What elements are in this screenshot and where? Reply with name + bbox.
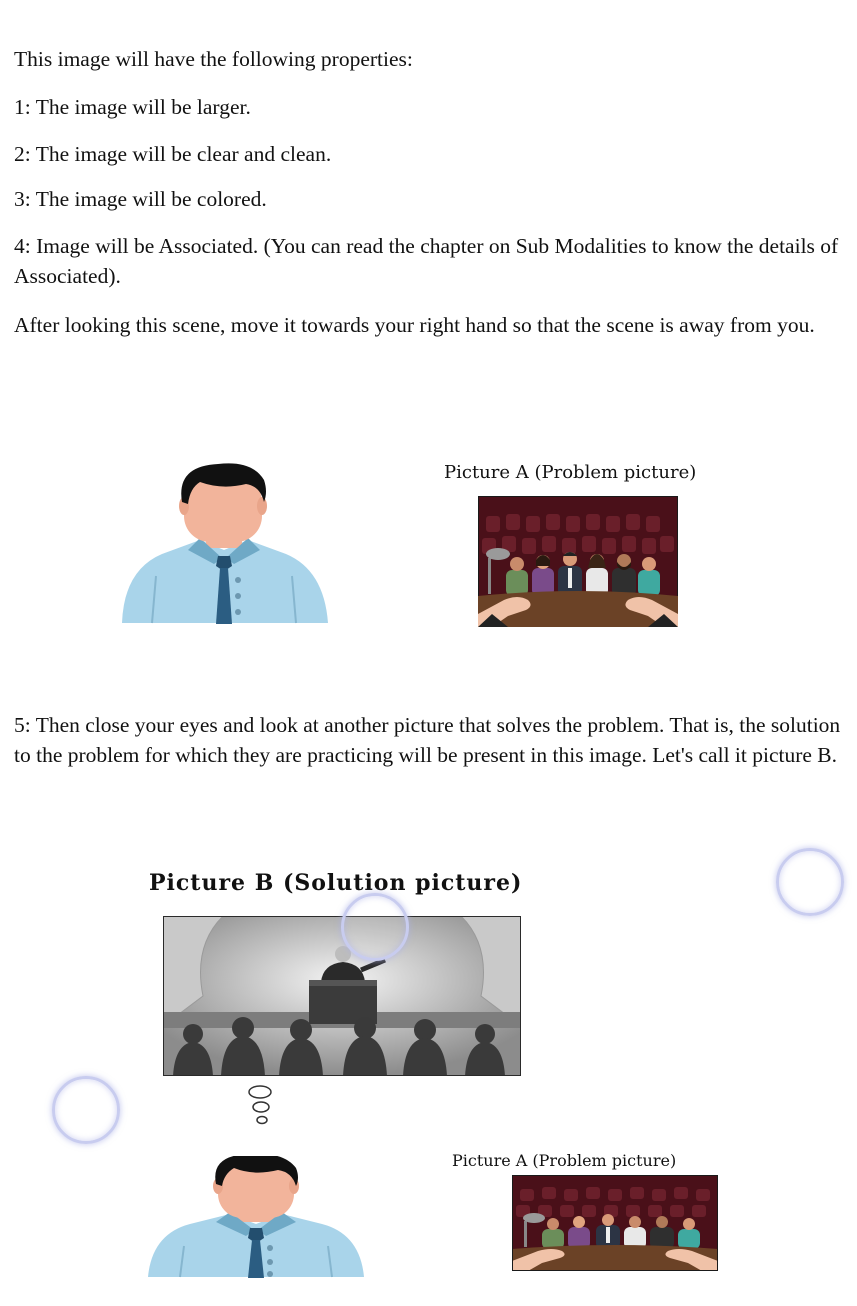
- instruction-text: After looking this scene, move it towards your right hand so that the scene is away from you.: [14, 313, 815, 337]
- picture-a-caption-2: Picture A (Problem picture): [452, 1151, 677, 1170]
- picture-a-caption: Picture A (Problem picture): [444, 462, 697, 483]
- property-4: 4: Image will be Associated. (You can read the chapter on Sub Modalities to know the details of Associated).: [14, 234, 839, 288]
- thought-bubbles: [246, 1084, 276, 1128]
- property-1: 1: The image will be larger.: [14, 95, 251, 119]
- picture-b-image: [163, 916, 521, 1076]
- picture-a-image: [478, 496, 678, 627]
- man-illustration-2: [146, 1156, 366, 1278]
- step5-text: 5: Then close your eyes and look at another picture that solves the problem. That is, the solution to the problem for which they are practicing will be present in this image. Let's call it picture B.: [14, 713, 841, 767]
- intro-text: This image will have the following properties:: [14, 47, 413, 71]
- picture-b-caption: Picture B (Solution picture): [149, 870, 523, 896]
- property-3: 3: The image will be colored.: [14, 187, 267, 211]
- man-illustration: [118, 458, 330, 624]
- decorative-ring: [341, 893, 409, 961]
- decorative-ring: [776, 848, 844, 916]
- property-2: 2: The image will be clear and clean.: [14, 142, 332, 166]
- picture-a-image-2: [512, 1175, 718, 1271]
- decorative-ring: [52, 1076, 120, 1144]
